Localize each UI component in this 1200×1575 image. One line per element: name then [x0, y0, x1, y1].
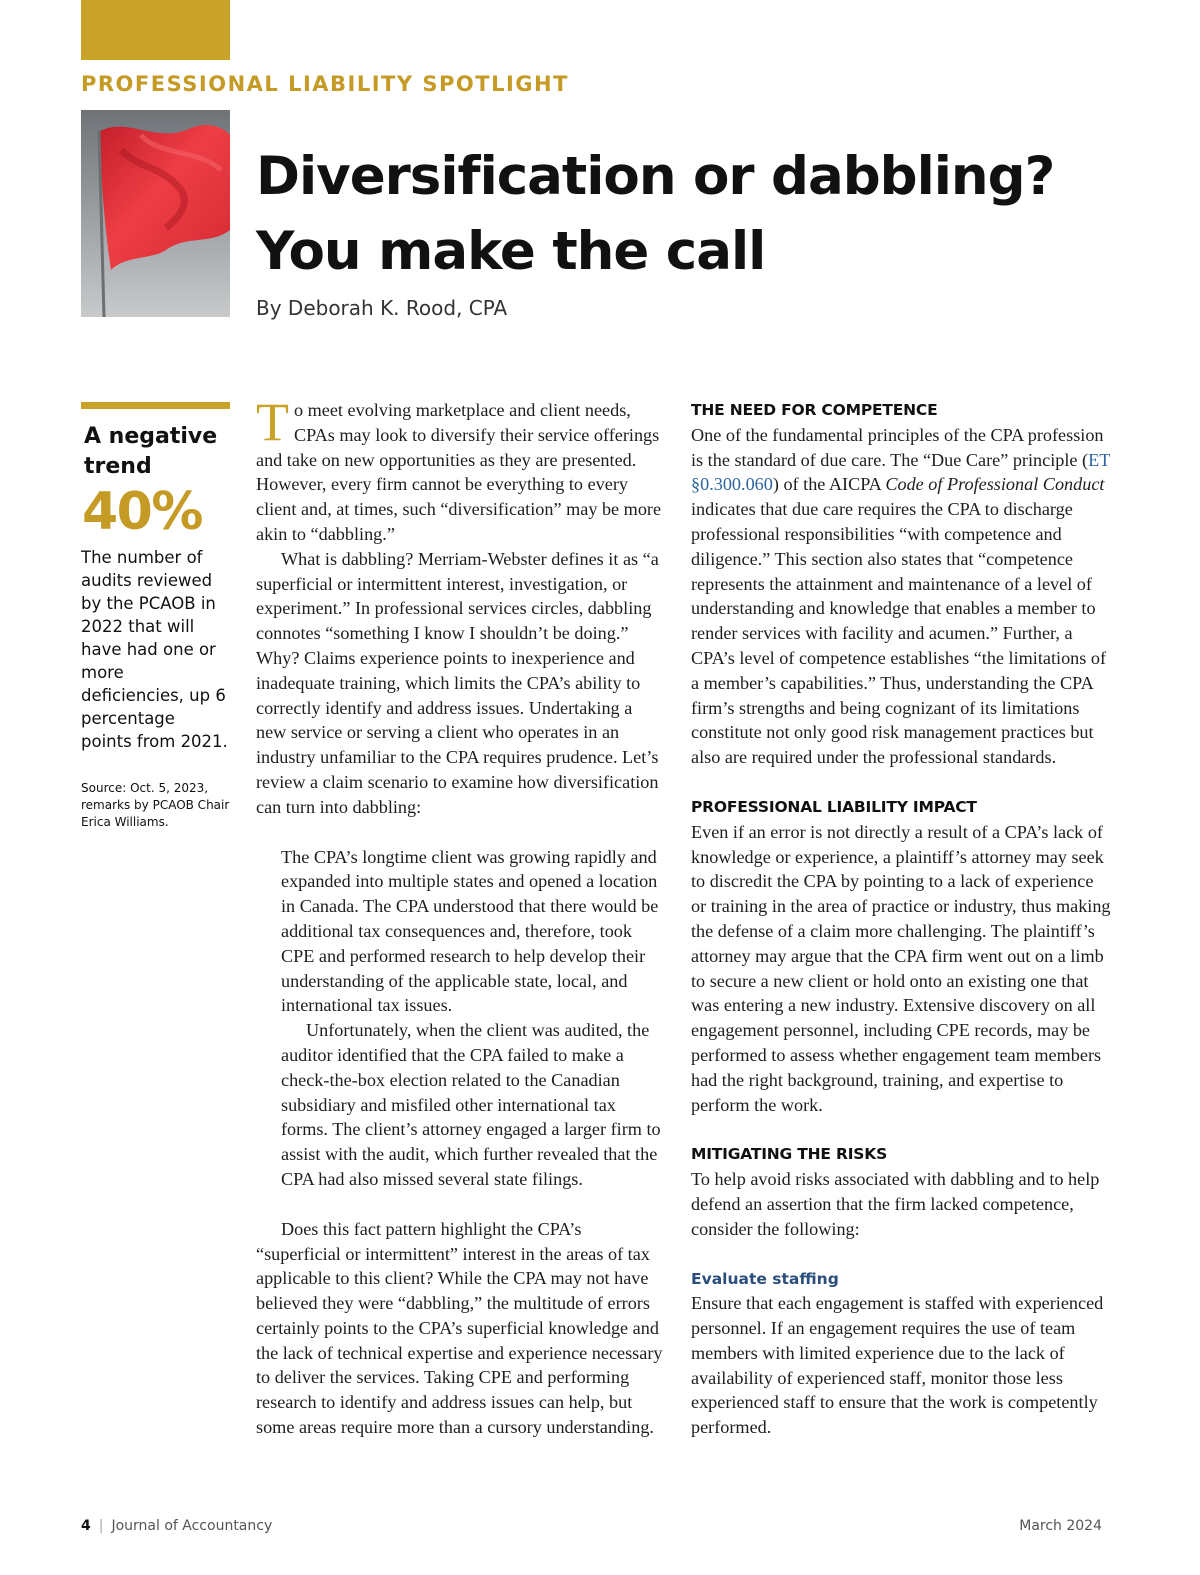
- analysis-paragraph: Does this fact pattern highlight the CPA’s “superficial or intermittent” interest in the areas of tax applicable to this client? While the CPA may not have believed they were “dabbling,” the multitude of errors certainly points to the CPA’s superficial knowledge and the lack of technical expertise and experience necessary to deliver the services. Taking CPE and performing research to identify and address issues can help, but some areas require more than a cursory understanding.: [256, 1218, 663, 1438]
- stat-sidebar: [81, 402, 230, 831]
- staffing-paragraph: Ensure that each engagement is staffed with experienced personnel. If an engagement requires the use of team members with limited experience due to the lack of availability of experienced staff, monitor those less experienced staff to ensure that the work is competently performed.: [691, 1293, 1104, 1438]
- sidebar-description: The number of audits reviewed by the PCAOB in 2022 that will have had one or more deficiencies, up 6 percentage points from 2021.: [81, 548, 228, 751]
- byline: By Deborah K. Rood, CPA: [256, 296, 508, 320]
- page-number: 4: [81, 1518, 91, 1534]
- sidebar-source: Source: Oct. 5, 2023, remarks by PCAOB Chair Erica Williams.: [81, 781, 230, 829]
- headline-line-2: You make the call: [256, 221, 766, 282]
- liability-paragraph: Even if an error is not directly a result of a CPA’s lack of knowledge or experience, a plaintiff’s attorney may seek to discredit the CPA by pointing to a lack of experience or training in the area of practice or industry, thus making the defense of a claim more challenging. The plaintiff’s attorney may argue that the CPA firm went out on a limb to secure a new client or hold onto an existing one that was entering a new industry. Extensive discovery on all engagement personnel, including CPE records, may be performed to assess whether engagement team members had the right background, training, and expertise to perform the work.: [691, 821, 1111, 1115]
- headline-line-1: Diversification or dabbling?: [256, 146, 1055, 207]
- intro-paragraph: [256, 392, 666, 547]
- intro-text: o meet evolving marketplace and client needs, CPAs may look to diversify their service offerings and take on new opportunities as they are presented. However, every firm cannot be everything to every client and, at times, such “diversification” may be more akin to “dabbling.”: [256, 400, 662, 544]
- header-accent-bar: [81, 0, 230, 60]
- competence-paragraph: One of the fundamental principles of the CPA profession is the standard of due care. The “Due Care” principle (ET §0.300.060) of the AICPA Code of Professional Conduct indicates that due care requires the CPA to discharge professional responsibilities “with competence and diligence.” This section also states that “competence represents the attainment and maintenance of a level of understanding and knowledge that enables a member to render services with facility and acumen.” Further, a CPA’s level of competence establishes “the limitations of a member’s capabilities.” Thus, understanding the CPA firm’s strengths and being cognizant of its limitations constitute not only good risk management practices but also are required under the professional standards.: [691, 424, 1110, 768]
- publication-name: Journal of Accountancy: [111, 1518, 273, 1534]
- sidebar-stat-value: 40%: [82, 482, 202, 542]
- sidebar-rule: [81, 402, 230, 409]
- article-column-left: [256, 392, 666, 1440]
- staffing-subheading: Evaluate staffing: [691, 1269, 839, 1288]
- liability-heading: PROFESSIONAL LIABILITY IMPACT: [691, 797, 977, 816]
- issue-date: March 2024: [1019, 1518, 1102, 1534]
- code-of-conduct-title: Code of Professional Conduct: [885, 474, 1105, 495]
- drop-cap: T: [256, 392, 289, 452]
- scenario-paragraph-1: The CPA’s longtime client was growing rapidly and expanded into multiple states and opened a location in Canada. The CPA understood that there would be additional tax consequences and, therefore, took CPE and performed research to help develop their understanding of the applicable state, local, and international tax issues.: [281, 846, 659, 1016]
- mitigating-paragraph: To help avoid risks associated with dabbling and to help defend an assertion that the firm lacked competence, consider the following:: [691, 1169, 1100, 1239]
- page-footer-left: [81, 1518, 272, 1534]
- mitigating-heading: MITIGATING THE RISKS: [691, 1145, 888, 1164]
- scenario-paragraph-2: Unfortunately, when the client was audited, the auditor identified that the CPA failed to make a check-the-box election related to the Canadian subsidiary and misfiled other international tax forms. The client’s attorney engaged a larger firm to assist with the audit, which further revealed that the CPA had also missed several state filings.: [281, 1020, 661, 1189]
- footer-separator: |: [98, 1518, 104, 1534]
- article-column-right: [691, 398, 1111, 1440]
- competence-heading: THE NEED FOR COMPETENCE: [691, 401, 938, 419]
- dabbling-definition-paragraph: What is dabbling? Merriam-Webster defines it as “a superficial or intermittent interest, investigation, or experiment.” In professional services circles, dabbling connotes “something I know I shouldn’t be doing.” Why? Claims experience points to inexperience and inadequate training, which limits the CPA’s ability to correctly identify and address issues. Undertaking a new service or serving a client who operates in an industry unfamiliar to the CPA requires prudence. Let’s review a claim scenario to examine how diversification can turn into dabbling:: [256, 548, 659, 817]
- et-citation-link[interactable]: ET §0.300.060: [691, 449, 1110, 495]
- article-headline: [256, 139, 1156, 289]
- sidebar-title: A negative trend: [84, 424, 218, 479]
- claim-scenario: [281, 845, 666, 1192]
- red-flag-photo: [81, 110, 230, 317]
- section-kicker: PROFESSIONAL LIABILITY SPOTLIGHT: [81, 72, 569, 96]
